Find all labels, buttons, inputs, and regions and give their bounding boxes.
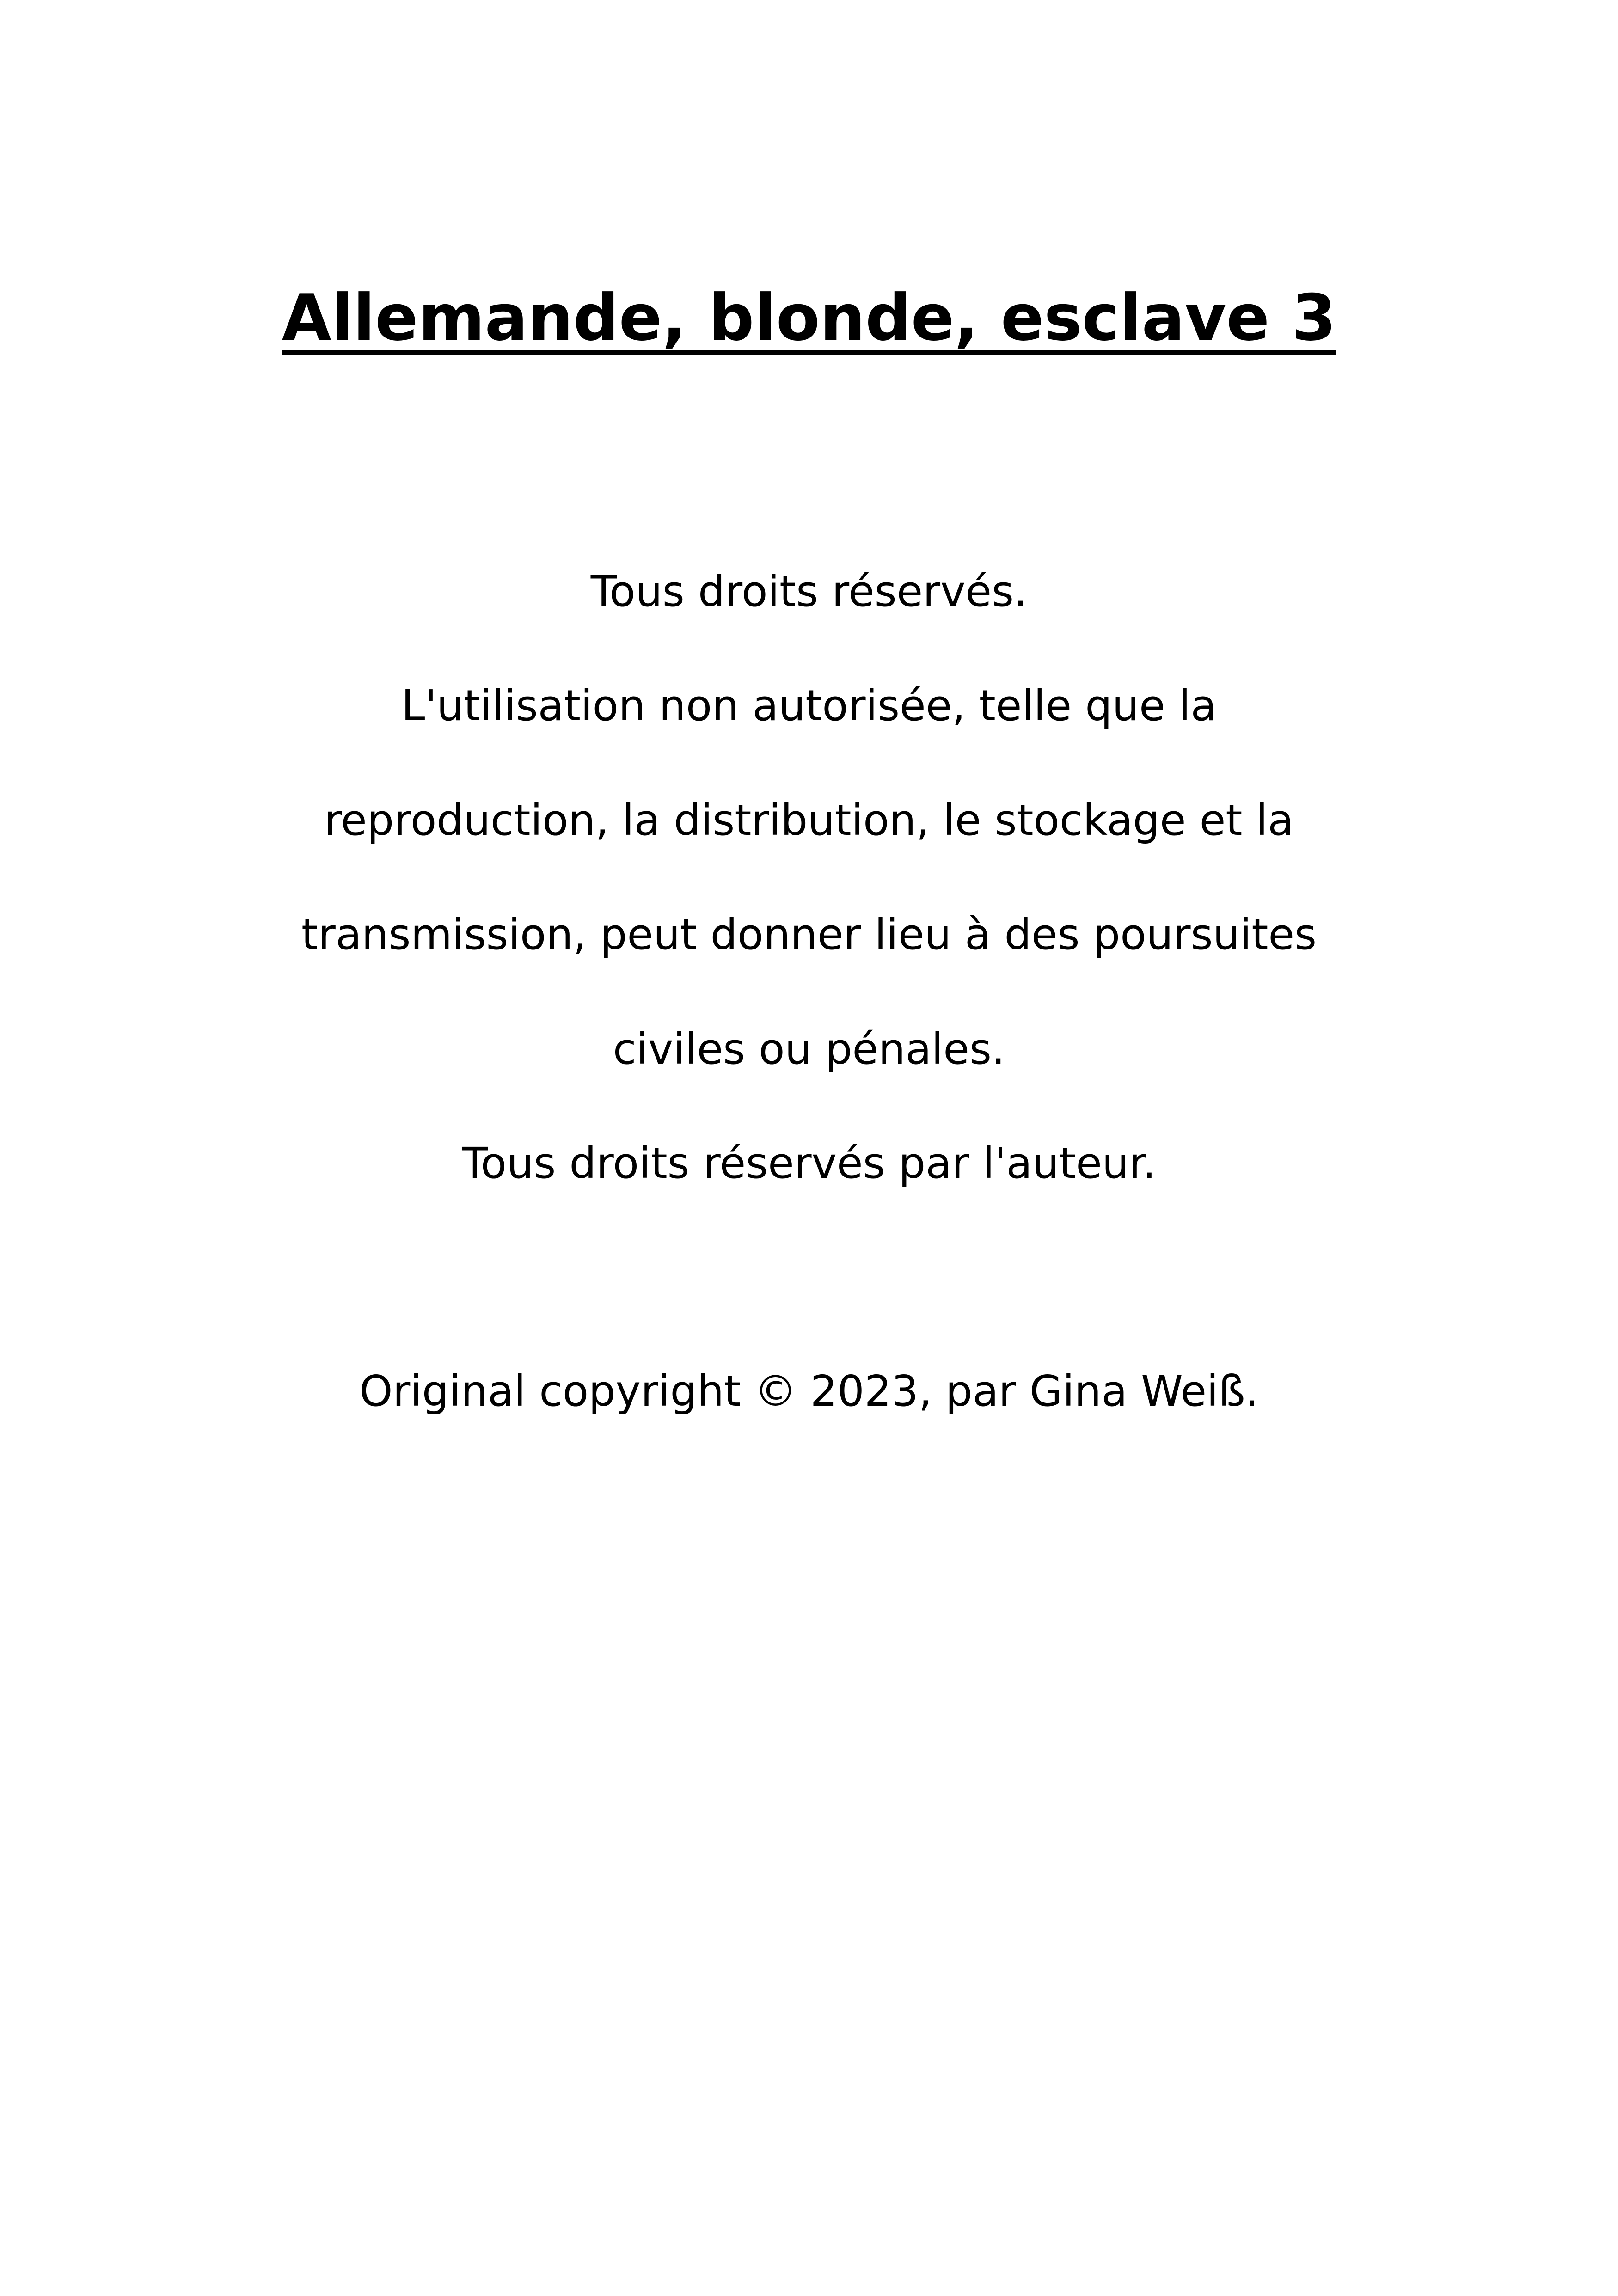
page-title: Allemande, blonde, esclave 3	[282, 281, 1336, 355]
rights-notice-line: reproduction, la distribution, le stockage et la	[324, 796, 1294, 845]
rights-notice-line: transmission, peut donner lieu à des poursuites	[301, 910, 1317, 959]
rights-notice-line: Tous droits réservés par l'auteur.	[462, 1139, 1156, 1188]
copyright-line: Original copyright © 2023, par Gina Weiß.	[359, 1366, 1259, 1416]
rights-notice-line: civiles ou pénales.	[613, 1024, 1005, 1074]
rights-notice-line: Tous droits réservés.	[590, 567, 1028, 616]
rights-notice-line: L'utilisation non autorisée, telle que la	[401, 681, 1217, 730]
